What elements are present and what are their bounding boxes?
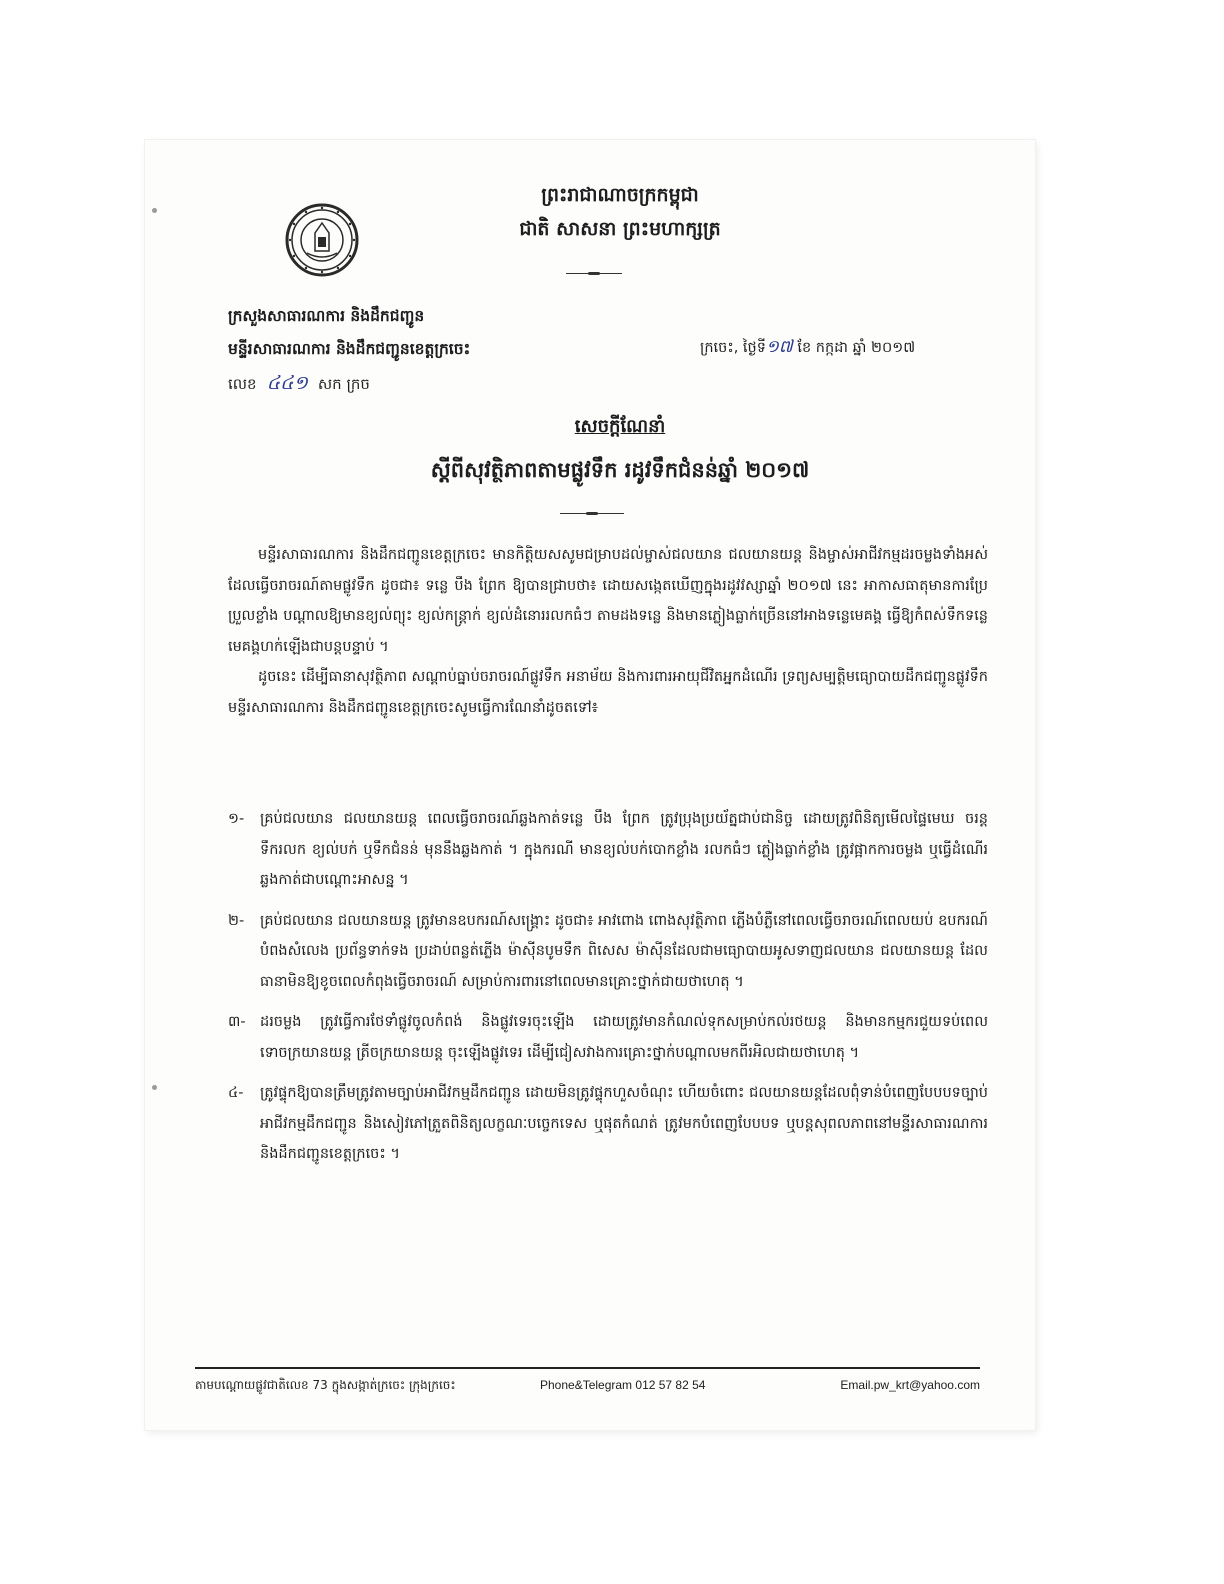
scan-mark — [152, 208, 157, 213]
date-suffix: ខែ កក្កដា ឆ្នាំ ២០១៧ — [797, 340, 916, 356]
document-date — [700, 332, 990, 363]
header-ornament — [566, 272, 622, 276]
item-text: គ្រប់ជលយាន ជលយានយន្ត ពេលធ្វើចរាចរណ៍ឆ្លងកាត់ទន្លេ បឹង ព្រែក ត្រូវប្រុងប្រយ័ត្នជាប់ជានិច្ច ដោយត្រូវពិនិត្យមើលផ្ទៃមេឃ ចរន្តទឹករលក ខ្យល់បក់ ឬទឹកជំនន់ មុននឹងឆ្លងកាត់ ។ ក្នុងករណី មានខ្យល់បក់បោកខ្លាំង រលកធំៗ ភ្លៀងធ្លាក់ខ្លាំង ត្រូវផ្អាកការចម្លង ឬធ្វើដំណើរឆ្លងកាត់ជាបណ្តោះអាសន្ន ។ — [260, 811, 988, 888]
intro-section — [228, 540, 988, 723]
ref-number: ៤៤១ — [266, 372, 308, 394]
department-name: មន្ទីរសាធារណការ និងដឹកជញ្ជូនខេត្តក្រចេះ — [228, 340, 471, 358]
list-item — [228, 804, 988, 896]
item-number: ៣- — [228, 1014, 246, 1030]
ref-prefix: លេខ — [228, 375, 257, 393]
kingdom-name: ព្រះរាជាណាចក្រកម្ពុជា — [541, 184, 699, 206]
date-day: ១៧ — [765, 337, 793, 357]
list-item — [228, 1007, 988, 1068]
document-subtitle: ស្តីពីសុវត្ថិភាពតាមផ្លូវទឹក រដូវទឹកជំនន់ឆ្នាំ ២០១៧ — [430, 458, 810, 482]
reference-number — [228, 368, 370, 399]
item-number: ១- — [228, 811, 245, 827]
list-item — [228, 1078, 988, 1170]
ministry-name: ក្រសួងសាធារណការ និងដឹកជញ្ជូន — [228, 307, 425, 325]
footer-address: តាមបណ្តោយផ្លូវជាតិលេខ 73 ក្នុងសង្កាត់ក្រចេះ ក្រុងក្រចេះ — [195, 1378, 456, 1392]
kingdom-header — [390, 178, 850, 246]
item-number: ២- — [228, 912, 245, 929]
title-main: សេចក្តីណែនាំ — [574, 416, 666, 437]
issuing-authority — [228, 300, 470, 366]
footer-email: Email.pw_krt@yahoo.com — [840, 1378, 980, 1392]
item-text: ដរចម្លង ត្រូវធ្វើការថែទាំផ្លូវចូលកំពង់ និងផ្លូវទេរចុះឡើង ដោយត្រូវមានកំណល់ទុកសម្រាប់កល់រថយន្ត និងមានកម្មករជួយទប់ពេលទោចក្រយានយន្ត ត្រីចក្រយានយន្ត ចុះឡើងផ្លូវទេរ ដើម្បីជៀសវាងការគ្រោះថ្នាក់បណ្តាលមកពីរអិលជាយថាហេតុ ។ — [260, 1014, 988, 1061]
national-motto: ជាតិ សាសនា ព្រះមហាក្សត្រ — [519, 218, 721, 240]
ref-suffix: សក ក្រច — [317, 375, 370, 393]
item-text: គ្រប់ជលយាន ជលយានយន្ត ត្រូវមានឧបករណ៍សង្គ្រោះ ដូចជា៖ អាវពោង ពោងសុវត្ថិភាព ភ្លើងបំភ្លឺនៅពេលធ្វើចរាចរណ៍ពេលយប់ ឧបករណ៍បំពងសំលេង ប្រព័ន្ធទាក់ទង ប្រដាប់ពន្លត់ភ្លើង ម៉ាស៊ីនបូមទឹក ពិសេស ម៉ាស៊ីនដែលជាមធ្យោបាយអូសទាញជលយាន ជលយានយន្ត ដែលធានាមិនឱ្យខូចពេលកំពុងធ្វើចរាចរណ៍ សម្រាប់ការពារនៅពេលមានគ្រោះថ្នាក់ជាយថាហេតុ ។ — [260, 912, 988, 990]
date-prefix: ក្រចេះ, ថ្ងៃទី — [700, 340, 766, 356]
intro-paragraph: មន្ទីរសាធារណការ និងដឹកជញ្ជូនខេត្តក្រចេះ មានកិត្តិយសសូមជម្រាបដល់ម្ចាស់ជលយាន ជលយានយន្ត និងម្ចាស់អាជីវកម្មដរចម្លងទាំងអស់ដែលធ្វើចរាចរណ៍តាមផ្លូវទឹក ដូចជា៖ ទន្លេ បឹង ព្រែក ឱ្យបានជ្រាបថា៖ ដោយសង្កេតឃើញក្នុងរដូវវស្សាឆ្នាំ ២០១៧ នេះ អាកាសធាតុមានការប្រែប្រួលខ្លាំង បណ្តាលឱ្យមានខ្យល់ព្យុះ ខ្យល់កន្ត្រាក់ ខ្យល់ដំនោររលកធំៗ តាមដងទន្លេ និងមានភ្លៀងធ្លាក់ច្រើននៅអាងទន្លេមេគង្គ ធ្វើឱ្យកំពស់ទឹកទន្លេមេគង្គហក់ឡើងជាបន្តបន្ទាប់ ។ — [228, 547, 988, 655]
document-title — [390, 410, 850, 444]
footer-phone: Phone&Telegram 012 57 82 54 — [540, 1378, 706, 1392]
footer-divider — [195, 1367, 980, 1369]
list-item — [228, 906, 988, 998]
intro-paragraph: ដូចនេះ ដើម្បីធានាសុវត្ថិភាព សណ្តាប់ធ្នាប់ចរាចរណ៍ផ្លូវទឹក អនាម័យ និងការពារអាយុជីវិតអ្នកដំណើរ ទ្រព្យសម្បត្តិមធ្យោបាយដឹកជញ្ជូនផ្លូវទឹក មន្ទីរសាធារណការ និងដឹកជញ្ជូនខេត្តក្រចេះសូមធ្វើការណែនាំដូចតទៅ៖ — [228, 669, 988, 716]
ministry-seal-icon — [285, 203, 359, 277]
item-text: ត្រូវផ្ទុកឱ្យបានត្រឹមត្រូវតាមច្បាប់អាជីវកម្មដឹកជញ្ជូន ដោយមិនត្រូវផ្ទុកហួសចំណុះ ហើយចំពោះ ជលយានយន្តដែលពុំទាន់បំពេញបែបបទច្បាប់អាជីវកម្មដឹកជញ្ជូន និងសៀវភៅត្រួតពិនិត្យលក្ខណៈបច្ចេកទេស ឬផុតកំណត់ ត្រូវមកបំពេញបែបបទ ឬបន្តសុពលភាពនៅមន្ទីរសាធារណការ និងដឹកជញ្ជូនខេត្តក្រចេះ ។ — [260, 1085, 988, 1162]
item-number: ៤- — [228, 1085, 244, 1101]
scan-mark — [152, 1085, 157, 1090]
title-ornament — [560, 512, 624, 516]
instruction-list — [228, 804, 988, 1180]
